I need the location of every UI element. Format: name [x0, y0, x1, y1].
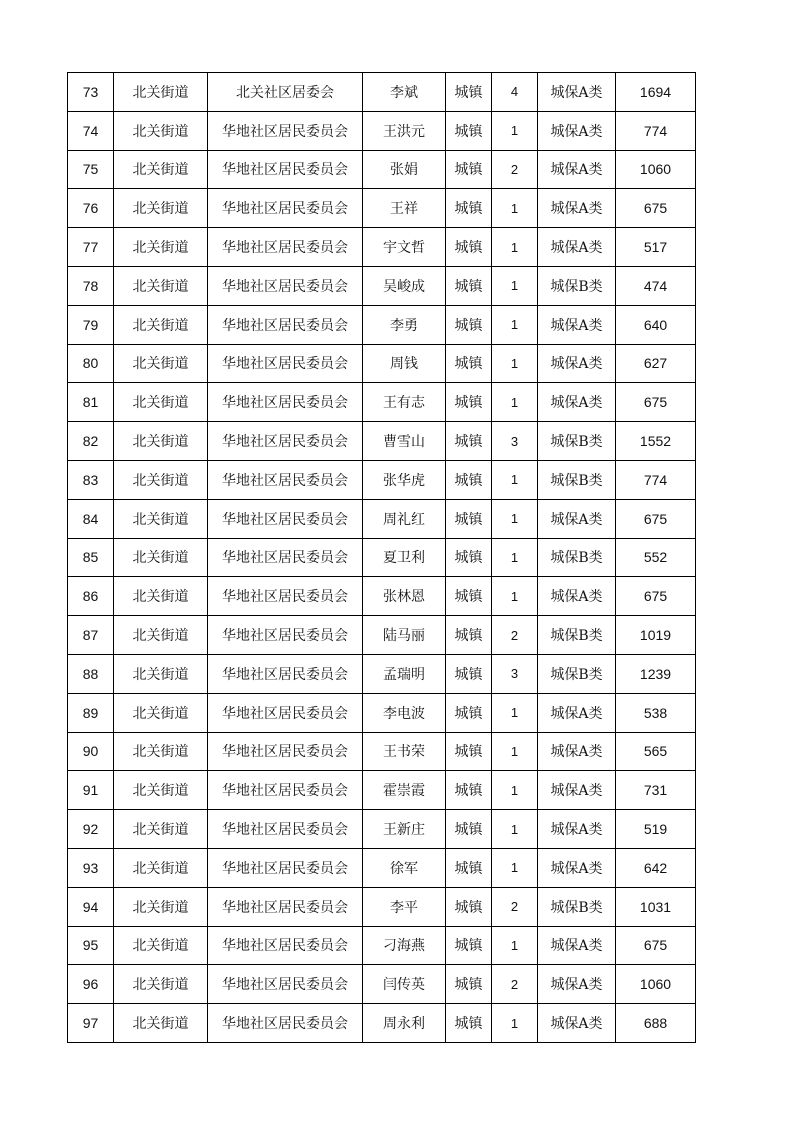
- committee-cell: 华地社区居民委员会: [208, 654, 363, 693]
- area-type-cell: 城镇: [446, 111, 492, 150]
- category-cell: 城保A类: [538, 577, 616, 616]
- category-cell: 城保B类: [538, 887, 616, 926]
- row-number-cell: 96: [68, 965, 114, 1004]
- category-cell: 城保A类: [538, 732, 616, 771]
- row-number-cell: 80: [68, 344, 114, 383]
- name-cell: 李勇: [363, 305, 446, 344]
- household-count-cell: 1: [492, 383, 538, 422]
- name-cell: 闫传英: [363, 965, 446, 1004]
- committee-cell: 华地社区居民委员会: [208, 926, 363, 965]
- category-cell: 城保B类: [538, 654, 616, 693]
- name-cell: 王有志: [363, 383, 446, 422]
- street-cell: 北关街道: [114, 538, 208, 577]
- street-cell: 北关街道: [114, 810, 208, 849]
- row-number-cell: 84: [68, 499, 114, 538]
- street-cell: 北关街道: [114, 499, 208, 538]
- row-number-cell: 89: [68, 693, 114, 732]
- amount-cell: 1552: [616, 422, 696, 461]
- amount-cell: 519: [616, 810, 696, 849]
- table-row: [68, 654, 696, 693]
- row-number-cell: 77: [68, 228, 114, 267]
- area-type-cell: 城镇: [446, 848, 492, 887]
- street-cell: 北关街道: [114, 383, 208, 422]
- table-row: [68, 693, 696, 732]
- committee-cell: 华地社区居民委员会: [208, 344, 363, 383]
- table-row: [68, 1004, 696, 1043]
- row-number-cell: 91: [68, 771, 114, 810]
- name-cell: 王洪元: [363, 111, 446, 150]
- area-type-cell: 城镇: [446, 1004, 492, 1043]
- row-number-cell: 87: [68, 616, 114, 655]
- name-cell: 陆马丽: [363, 616, 446, 655]
- name-cell: 孟瑞明: [363, 654, 446, 693]
- name-cell: 霍崇霞: [363, 771, 446, 810]
- row-number-cell: 92: [68, 810, 114, 849]
- name-cell: 李斌: [363, 73, 446, 112]
- household-count-cell: 1: [492, 693, 538, 732]
- name-cell: 李电波: [363, 693, 446, 732]
- table-row: [68, 732, 696, 771]
- table-row: [68, 189, 696, 228]
- recipient-table: [67, 72, 696, 1043]
- name-cell: 张华虎: [363, 460, 446, 499]
- amount-cell: 774: [616, 111, 696, 150]
- household-count-cell: 1: [492, 499, 538, 538]
- row-number-cell: 75: [68, 150, 114, 189]
- committee-cell: 华地社区居民委员会: [208, 848, 363, 887]
- area-type-cell: 城镇: [446, 499, 492, 538]
- table-row: [68, 73, 696, 112]
- name-cell: 夏卫利: [363, 538, 446, 577]
- committee-cell: 华地社区居民委员会: [208, 577, 363, 616]
- category-cell: 城保A类: [538, 383, 616, 422]
- street-cell: 北关街道: [114, 150, 208, 189]
- row-number-cell: 93: [68, 848, 114, 887]
- committee-cell: 华地社区居民委员会: [208, 422, 363, 461]
- amount-cell: 640: [616, 305, 696, 344]
- household-count-cell: 1: [492, 460, 538, 499]
- row-number-cell: 81: [68, 383, 114, 422]
- table-row: [68, 616, 696, 655]
- name-cell: 刁海燕: [363, 926, 446, 965]
- table-row: [68, 965, 696, 1004]
- committee-cell: 华地社区居民委员会: [208, 1004, 363, 1043]
- table-row: [68, 266, 696, 305]
- name-cell: 王新庄: [363, 810, 446, 849]
- street-cell: 北关街道: [114, 266, 208, 305]
- row-number-cell: 82: [68, 422, 114, 461]
- household-count-cell: 1: [492, 926, 538, 965]
- amount-cell: 731: [616, 771, 696, 810]
- household-count-cell: 3: [492, 654, 538, 693]
- amount-cell: 675: [616, 189, 696, 228]
- category-cell: 城保A类: [538, 693, 616, 732]
- table-row: [68, 848, 696, 887]
- table-row: [68, 887, 696, 926]
- committee-cell: 华地社区居民委员会: [208, 616, 363, 655]
- table-row: [68, 499, 696, 538]
- street-cell: 北关街道: [114, 654, 208, 693]
- street-cell: 北关街道: [114, 460, 208, 499]
- committee-cell: 华地社区居民委员会: [208, 460, 363, 499]
- area-type-cell: 城镇: [446, 422, 492, 461]
- amount-cell: 688: [616, 1004, 696, 1043]
- row-number-cell: 88: [68, 654, 114, 693]
- row-number-cell: 97: [68, 1004, 114, 1043]
- street-cell: 北关街道: [114, 1004, 208, 1043]
- amount-cell: 675: [616, 577, 696, 616]
- household-count-cell: 1: [492, 771, 538, 810]
- category-cell: 城保B类: [538, 460, 616, 499]
- category-cell: 城保A类: [538, 926, 616, 965]
- area-type-cell: 城镇: [446, 538, 492, 577]
- area-type-cell: 城镇: [446, 189, 492, 228]
- committee-cell: 华地社区居民委员会: [208, 266, 363, 305]
- area-type-cell: 城镇: [446, 305, 492, 344]
- area-type-cell: 城镇: [446, 926, 492, 965]
- committee-cell: 华地社区居民委员会: [208, 499, 363, 538]
- name-cell: 周钱: [363, 344, 446, 383]
- household-count-cell: 2: [492, 150, 538, 189]
- name-cell: 周永利: [363, 1004, 446, 1043]
- table-row: [68, 305, 696, 344]
- committee-cell: 华地社区居民委员会: [208, 810, 363, 849]
- category-cell: 城保A类: [538, 499, 616, 538]
- row-number-cell: 90: [68, 732, 114, 771]
- committee-cell: 华地社区居民委员会: [208, 111, 363, 150]
- amount-cell: 552: [616, 538, 696, 577]
- amount-cell: 627: [616, 344, 696, 383]
- table-row: [68, 926, 696, 965]
- street-cell: 北关街道: [114, 305, 208, 344]
- area-type-cell: 城镇: [446, 460, 492, 499]
- row-number-cell: 74: [68, 111, 114, 150]
- street-cell: 北关街道: [114, 422, 208, 461]
- name-cell: 李平: [363, 887, 446, 926]
- table-row: [68, 344, 696, 383]
- category-cell: 城保A类: [538, 771, 616, 810]
- area-type-cell: 城镇: [446, 150, 492, 189]
- category-cell: 城保A类: [538, 189, 616, 228]
- household-count-cell: 1: [492, 577, 538, 616]
- street-cell: 北关街道: [114, 577, 208, 616]
- table-row: [68, 422, 696, 461]
- street-cell: 北关街道: [114, 616, 208, 655]
- category-cell: 城保A类: [538, 228, 616, 267]
- name-cell: 张娟: [363, 150, 446, 189]
- table-row: [68, 228, 696, 267]
- committee-cell: 华地社区居民委员会: [208, 771, 363, 810]
- street-cell: 北关街道: [114, 926, 208, 965]
- household-count-cell: 4: [492, 73, 538, 112]
- amount-cell: 1031: [616, 887, 696, 926]
- amount-cell: 675: [616, 926, 696, 965]
- area-type-cell: 城镇: [446, 654, 492, 693]
- committee-cell: 华地社区居民委员会: [208, 538, 363, 577]
- amount-cell: 774: [616, 460, 696, 499]
- row-number-cell: 94: [68, 887, 114, 926]
- table-row: [68, 150, 696, 189]
- committee-cell: 华地社区居民委员会: [208, 305, 363, 344]
- row-number-cell: 83: [68, 460, 114, 499]
- street-cell: 北关街道: [114, 848, 208, 887]
- category-cell: 城保A类: [538, 305, 616, 344]
- table-row: [68, 577, 696, 616]
- committee-cell: 华地社区居民委员会: [208, 965, 363, 1004]
- street-cell: 北关街道: [114, 771, 208, 810]
- area-type-cell: 城镇: [446, 266, 492, 305]
- table-row: [68, 460, 696, 499]
- category-cell: 城保A类: [538, 848, 616, 887]
- category-cell: 城保B类: [538, 266, 616, 305]
- category-cell: 城保A类: [538, 73, 616, 112]
- row-number-cell: 85: [68, 538, 114, 577]
- committee-cell: 华地社区居民委员会: [208, 732, 363, 771]
- area-type-cell: 城镇: [446, 616, 492, 655]
- amount-cell: 642: [616, 848, 696, 887]
- row-number-cell: 86: [68, 577, 114, 616]
- name-cell: 张林恩: [363, 577, 446, 616]
- category-cell: 城保B类: [538, 616, 616, 655]
- street-cell: 北关街道: [114, 73, 208, 112]
- amount-cell: 517: [616, 228, 696, 267]
- street-cell: 北关街道: [114, 228, 208, 267]
- area-type-cell: 城镇: [446, 810, 492, 849]
- amount-cell: 1239: [616, 654, 696, 693]
- committee-cell: 华地社区居民委员会: [208, 383, 363, 422]
- household-count-cell: 2: [492, 965, 538, 1004]
- amount-cell: 474: [616, 266, 696, 305]
- amount-cell: 675: [616, 499, 696, 538]
- area-type-cell: 城镇: [446, 73, 492, 112]
- household-count-cell: 1: [492, 538, 538, 577]
- name-cell: 王祥: [363, 189, 446, 228]
- committee-cell: 北关社区居委会: [208, 73, 363, 112]
- area-type-cell: 城镇: [446, 693, 492, 732]
- table-row: [68, 538, 696, 577]
- category-cell: 城保A类: [538, 111, 616, 150]
- committee-cell: 华地社区居民委员会: [208, 693, 363, 732]
- name-cell: 徐军: [363, 848, 446, 887]
- household-count-cell: 1: [492, 1004, 538, 1043]
- area-type-cell: 城镇: [446, 887, 492, 926]
- amount-cell: 1694: [616, 73, 696, 112]
- street-cell: 北关街道: [114, 111, 208, 150]
- household-count-cell: 1: [492, 810, 538, 849]
- committee-cell: 华地社区居民委员会: [208, 150, 363, 189]
- area-type-cell: 城镇: [446, 771, 492, 810]
- row-number-cell: 79: [68, 305, 114, 344]
- category-cell: 城保A类: [538, 344, 616, 383]
- category-cell: 城保A类: [538, 1004, 616, 1043]
- area-type-cell: 城镇: [446, 228, 492, 267]
- name-cell: 周礼红: [363, 499, 446, 538]
- amount-cell: 565: [616, 732, 696, 771]
- name-cell: 曹雪山: [363, 422, 446, 461]
- row-number-cell: 78: [68, 266, 114, 305]
- committee-cell: 华地社区居民委员会: [208, 189, 363, 228]
- household-count-cell: 1: [492, 344, 538, 383]
- household-count-cell: 1: [492, 111, 538, 150]
- area-type-cell: 城镇: [446, 344, 492, 383]
- category-cell: 城保A类: [538, 965, 616, 1004]
- table-row: [68, 771, 696, 810]
- committee-cell: 华地社区居民委员会: [208, 228, 363, 267]
- table-row: [68, 383, 696, 422]
- household-count-cell: 1: [492, 732, 538, 771]
- row-number-cell: 95: [68, 926, 114, 965]
- area-type-cell: 城镇: [446, 732, 492, 771]
- street-cell: 北关街道: [114, 732, 208, 771]
- category-cell: 城保A类: [538, 150, 616, 189]
- table-row: [68, 810, 696, 849]
- amount-cell: 538: [616, 693, 696, 732]
- row-number-cell: 76: [68, 189, 114, 228]
- household-count-cell: 1: [492, 266, 538, 305]
- household-count-cell: 1: [492, 305, 538, 344]
- category-cell: 城保B类: [538, 422, 616, 461]
- amount-cell: 1060: [616, 150, 696, 189]
- amount-cell: 675: [616, 383, 696, 422]
- name-cell: 吴峻成: [363, 266, 446, 305]
- area-type-cell: 城镇: [446, 965, 492, 1004]
- name-cell: 宇文哲: [363, 228, 446, 267]
- name-cell: 王书荣: [363, 732, 446, 771]
- street-cell: 北关街道: [114, 965, 208, 1004]
- street-cell: 北关街道: [114, 693, 208, 732]
- household-count-cell: 2: [492, 616, 538, 655]
- row-number-cell: 73: [68, 73, 114, 112]
- street-cell: 北关街道: [114, 344, 208, 383]
- amount-cell: 1019: [616, 616, 696, 655]
- household-count-cell: 1: [492, 848, 538, 887]
- area-type-cell: 城镇: [446, 383, 492, 422]
- street-cell: 北关街道: [114, 887, 208, 926]
- household-count-cell: 3: [492, 422, 538, 461]
- category-cell: 城保A类: [538, 810, 616, 849]
- household-count-cell: 1: [492, 228, 538, 267]
- household-count-cell: 1: [492, 189, 538, 228]
- committee-cell: 华地社区居民委员会: [208, 887, 363, 926]
- table-row: [68, 111, 696, 150]
- street-cell: 北关街道: [114, 189, 208, 228]
- area-type-cell: 城镇: [446, 577, 492, 616]
- household-count-cell: 2: [492, 887, 538, 926]
- category-cell: 城保B类: [538, 538, 616, 577]
- table-body: [68, 73, 696, 1043]
- amount-cell: 1060: [616, 965, 696, 1004]
